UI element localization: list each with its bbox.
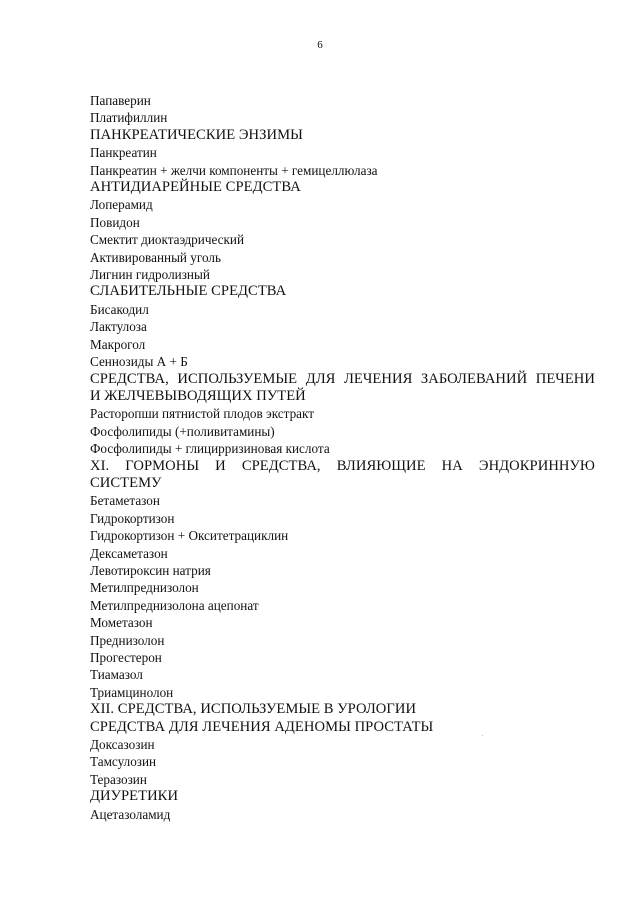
section-heading: ДИУРЕТИКИ bbox=[90, 788, 179, 805]
heading-word: НА bbox=[441, 457, 463, 474]
drug-item: Макрогол bbox=[90, 336, 146, 352]
drug-item: Бетаметазон bbox=[90, 493, 160, 509]
section-heading: XII. СРЕДСТВА, ИСПОЛЬЗУЕМЫЕ В УРОЛОГИИ bbox=[90, 701, 417, 718]
heading-word: ГОРМОНЫ bbox=[125, 457, 200, 474]
drug-item: Мометазон bbox=[90, 615, 153, 631]
drug-item: Дексаметазон bbox=[90, 545, 168, 561]
section-heading: И ЖЕЛЧЕВЫВОДЯЩИХ ПУТЕЙ bbox=[90, 387, 306, 404]
drug-item: Метилпреднизолон bbox=[90, 580, 199, 596]
drug-item: Тиамазол bbox=[90, 667, 143, 683]
drug-item: Прогестерон bbox=[90, 650, 162, 665]
drug-item: Гидрокортизон bbox=[90, 510, 175, 526]
drug-item: Платифиллин bbox=[90, 110, 168, 126]
section-heading: СРЕДСТВА ДЛЯ ЛЕЧЕНИЯ АДЕНОМЫ ПРОСТАТЫ bbox=[90, 718, 434, 735]
drug-item: Фосфолипиды + глицирризиновая кислота bbox=[90, 441, 330, 457]
drug-item: Преднизолон bbox=[90, 632, 165, 648]
drug-item: Панкреатин bbox=[90, 145, 157, 161]
drug-item: Повидон bbox=[90, 214, 140, 230]
section-heading: АНТИДИАРЕЙНЫЕ СРЕДСТВА bbox=[90, 179, 301, 196]
section-heading: СЛАБИТЕЛЬНЫЕ СРЕДСТВА bbox=[90, 283, 287, 300]
drug-item: Метилпреднизолона ацепонат bbox=[90, 597, 259, 613]
drug-item: Тамсулозин bbox=[90, 754, 157, 770]
drug-item: Доксазозин bbox=[90, 737, 155, 753]
drug-item: Гидрокортизон + Окситетрациклин bbox=[90, 528, 289, 544]
heading-word: XI. bbox=[90, 457, 110, 474]
heading-word: И bbox=[215, 457, 226, 474]
heading-word: ИСПОЛЬЗУЕМЫЕ bbox=[177, 370, 298, 387]
section-heading bbox=[90, 371, 595, 388]
drug-item: Папаверин bbox=[90, 93, 151, 108]
drug-item: Теразозин bbox=[90, 771, 147, 787]
document-body bbox=[90, 92, 595, 823]
drug-item: Панкреатин + желчи компоненты + гемицеллюлаза bbox=[90, 162, 378, 178]
heading-word: ВЛИЯЮЩИЕ bbox=[336, 457, 426, 474]
drug-item: Бисакодил bbox=[90, 301, 149, 317]
scan-speck bbox=[482, 735, 483, 736]
section-heading: ПАНКРЕАТИЧЕСКИЕ ЭНЗИМЫ bbox=[90, 126, 303, 143]
heading-word: ЛЕЧЕНИЯ bbox=[343, 370, 413, 387]
heading-word: ЭНДОКРИННУЮ bbox=[478, 457, 595, 474]
drug-item: Лактулоза bbox=[90, 319, 147, 335]
section-heading bbox=[90, 458, 595, 475]
drug-item: Расторопши пятнистой плодов экстракт bbox=[90, 406, 315, 422]
heading-word: СРЕДСТВА, bbox=[241, 457, 321, 474]
heading-word: ПЕЧЕНИ bbox=[535, 370, 595, 387]
drug-item: Активированный уголь bbox=[90, 249, 221, 265]
drug-item: Ацетазоламид bbox=[90, 806, 171, 822]
drug-item: Триамцинолон bbox=[90, 684, 174, 700]
heading-word: ЗАБОЛЕВАНИЙ bbox=[420, 370, 528, 387]
drug-item: Левотироксин натрия bbox=[90, 562, 211, 578]
heading-word: СРЕДСТВА, bbox=[90, 370, 169, 387]
drug-item: Смектит диоктаэдрический bbox=[90, 232, 245, 248]
heading-word: ДЛЯ bbox=[305, 370, 336, 387]
drug-item: Лигнин гидролизный bbox=[90, 267, 210, 283]
drug-item: Сеннозиды А + Б bbox=[90, 354, 188, 370]
drug-item: Лоперамид bbox=[90, 197, 153, 213]
section-heading: СИСТЕМУ bbox=[90, 474, 162, 491]
page-number: 6 bbox=[317, 39, 323, 51]
drug-item: Фосфолипиды (+поливитамины) bbox=[90, 423, 275, 439]
